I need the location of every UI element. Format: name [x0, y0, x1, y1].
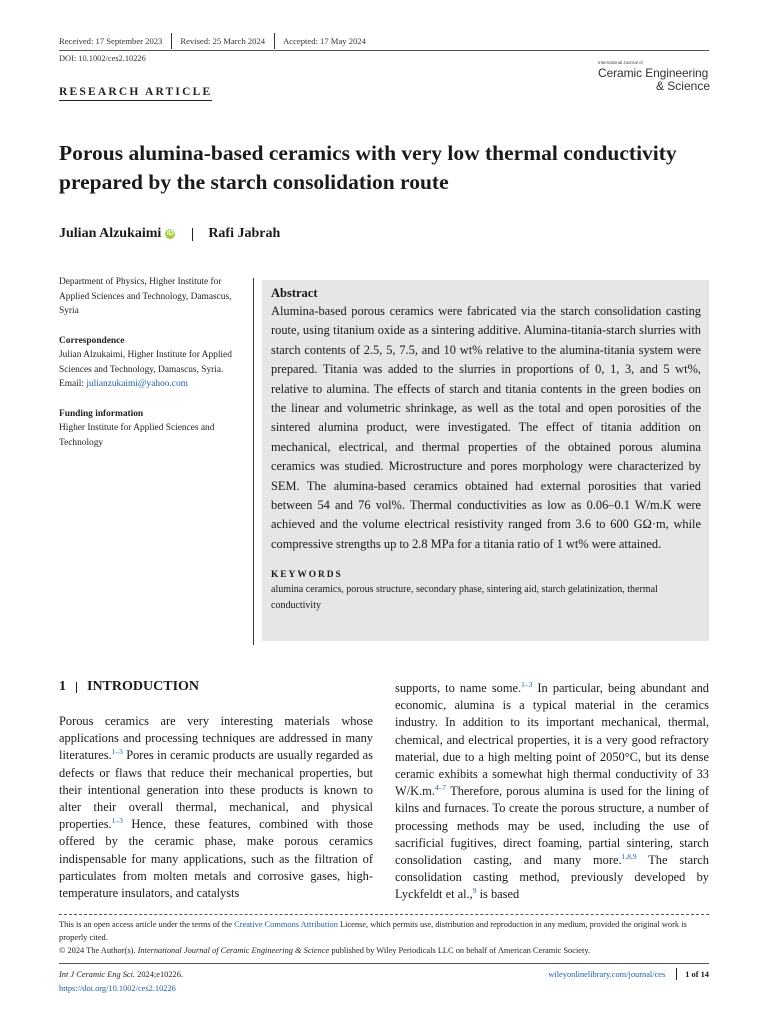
revised-date: Revised: 25 March 2024 [171, 33, 274, 49]
correspondence-heading: Correspondence [59, 335, 125, 346]
footer-divider [59, 963, 709, 964]
journal-logo[interactable] [598, 61, 710, 92]
author-name[interactable]: Julian Alzukaimi [59, 226, 162, 241]
article-sidebar [59, 275, 244, 465]
license-footnote [59, 918, 709, 957]
license-text-part: License, which permits use, distribution and reproduction in any medium, provided the original work is properly cited. [59, 920, 687, 942]
section-heading [59, 678, 373, 696]
page-footer [548, 968, 709, 980]
received-date: Received: 17 September 2023 [59, 36, 163, 46]
history-dates [59, 33, 375, 49]
funding-block [59, 407, 244, 451]
author-name[interactable]: Rafi Jabrah [208, 226, 281, 241]
copyright-part: © 2024 The Author(s). [59, 946, 138, 955]
accepted-date: Accepted: 17 May 2024 [274, 33, 375, 49]
license-text-part: This is an open access article under the terms of the [59, 920, 235, 929]
article-type: RESEARCH ARTICLE [59, 86, 212, 101]
body-column-right [395, 680, 709, 904]
correspondence-text: Julian Alzukaimi, Higher Institute for Applied Sciences and Technology, Damascus, Syria. [59, 350, 232, 375]
body-paragraph [395, 680, 709, 904]
body-text: is based [476, 887, 520, 902]
email-label: Email: [59, 379, 84, 389]
doi-label: DOI: 10.1002/ces2.10226 [59, 54, 146, 63]
citation-link[interactable]: 4–7 [434, 783, 447, 793]
body-text: Pores in ceramic products are usually regarded as defects or flaws that reduce their mechanical properties, but their intentional generation into these products is known to alter their overall thermal, mechanical, and physical properties. [59, 748, 373, 832]
citation-footer [59, 968, 183, 995]
citation-link[interactable]: 1–3 [521, 679, 533, 689]
body-text: The starch consolidation casting method, previously developed by Lyckfeldt et al., [395, 853, 709, 902]
author-separator [192, 228, 193, 241]
license-text [59, 918, 709, 944]
copyright-journal: International Journal of Ceramic Engineering & Science [137, 946, 330, 955]
body-column-left [59, 678, 373, 902]
correspondence-block [59, 334, 244, 392]
body-text: Therefore, porous alumina is used for the lining of kilns and furnaces. To create the porous structure, a number of processing methods may be used, including the use of sacrificial fugitives, direct foaming, partial sintering, starch consolidation casting, and many more. [395, 784, 709, 868]
header-divider [59, 50, 709, 51]
keywords-heading: KEYWORDS [271, 570, 343, 581]
copyright-part: published by Wiley Periodicals LLC on behalf of American Ceramic Society. [329, 946, 591, 955]
citation-line [59, 968, 183, 982]
footer-separator [676, 968, 677, 980]
keywords-list: alumina ceramics, porous structure, secondary phase, sintering aid, starch gelatinization, thermal conductivity [271, 584, 658, 612]
body-text: supports, to name some. [395, 681, 522, 695]
license-link[interactable]: Creative Commons Attribution [234, 920, 338, 929]
body-text: In particular, being abundant and economic, alumina is a typical material in the ceramics industry. In addition to its important mechanical, thermal, chemical, and electrical properties, it is a very good refractory material, due to a high melting point of 2050°C, but its dense ceramic exhibits a somewhat high thermal conductivity of 33 W/K.m. [395, 681, 709, 799]
page-number: 1 of 14 [685, 969, 709, 979]
abstract-text: Alumina-based porous ceramics were fabricated via the starch consolidation casting route, using titanium oxide as a sintering additive. Alumina-titania-starch slurries with starch contents of 2.5, 5, 7.5, and 10 wt% relative to the alumina-titania system were prepared. Titania was added to the slurries in proportions of 0, 1, 3, and 5 wt%, relative to alumina. The effects of starch and titania contents in the green bodies on the linear and volumetric shrinkage, as well as the total and open porosities of the sintered alumina product, were investigated. The effect of titania addition on mechanical, electrical, and thermal properties of the obtained porous alumina ceramics was studied. Microstructure and pores morphology were characterized by SEM. The alumina-based ceramics obtained had external porosities that varied between 54 and 76 vol%. Thermal conductivities as low as 0.06–0.1 W/m.K were achieved and the volume electrical resistivity ranged from 3.6 to 600 GΩ·m, while compressive strengths up to 2.8 MPa for a titania ratio of 1 wt% were attained. [271, 304, 701, 551]
body-text: Porous ceramics are very interesting materials whose applications and processing techniques are addressed in many literatures. [59, 714, 373, 763]
orcid-icon[interactable]: iD [166, 230, 174, 237]
body-text: Hence, these features, combined with those offered by the ceramic phase, make porous ceramics indispensable for many applications, such as the filtration of particulates from molten metals and corrosive gases, high-temperature insulators, and catalysts [59, 817, 373, 901]
doi-link[interactable]: https://doi.org/10.1002/ces2.10226 [59, 983, 176, 993]
author-list [59, 226, 280, 242]
journal-logo-intl: International Journal of [598, 60, 643, 65]
abstract-box [262, 280, 709, 641]
citation-link[interactable]: 1–3 [111, 747, 123, 757]
journal-site-link[interactable]: wileyonlinelibrary.com/journal/ces [548, 969, 666, 979]
citation-link[interactable]: 1,8,9 [621, 851, 637, 861]
section-number: 1 [59, 679, 66, 694]
email-line [59, 377, 244, 392]
abstract-divider [253, 278, 254, 645]
copyright-text [59, 944, 709, 957]
citation-rest: 2024;e10226. [135, 970, 183, 979]
paper-title: Porous alumina-based ceramics with very low thermal conductivity prepared by the starch consolidation route [59, 141, 677, 194]
citation-journal: Int J Ceramic Eng Sci. [59, 970, 136, 979]
body-paragraph [59, 713, 373, 902]
section-separator [76, 682, 77, 693]
funding-text: Higher Institute for Applied Sciences and Technology [59, 423, 215, 448]
citation-link[interactable]: 1–3 [111, 816, 123, 826]
email-link[interactable]: julianzukaimi@yahoo.com [86, 379, 188, 389]
abstract-heading: Abstract [271, 286, 318, 300]
footnote-divider [59, 914, 709, 915]
affiliation: Department of Physics, Higher Institute for Applied Sciences and Technology, Damascus, Syria [59, 277, 232, 316]
citation-link[interactable]: 9 [472, 886, 477, 896]
journal-logo-line1: Ceramic Engineering [598, 66, 709, 81]
journal-logo-line2: & Science [655, 79, 710, 94]
funding-heading: Funding information [59, 408, 144, 419]
section-title: INTRODUCTION [87, 679, 200, 694]
